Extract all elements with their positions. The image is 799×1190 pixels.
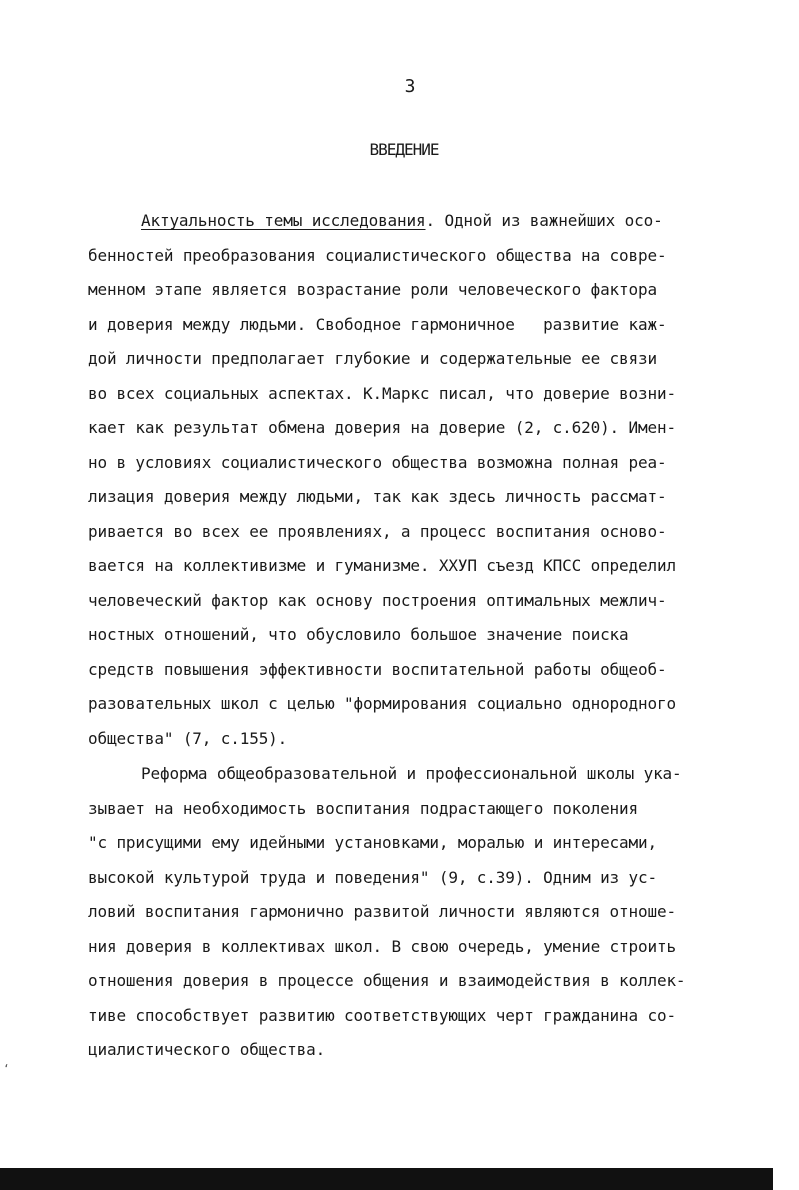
text-line: вается на коллективизме и гуманизме. ХХУП съезд КПСС определил [88, 556, 676, 575]
text-line: бенностей преобразования социалистического общества на совре- [88, 245, 667, 265]
text-line: отношения доверия в процессе общения и взаимодействия в коллек- [88, 971, 686, 990]
page-number: 3 [404, 76, 416, 97]
text-line: общества" (7, с.155). [88, 728, 288, 748]
paragraph-actuality [88, 204, 676, 756]
text-line: лизация доверия между людьми, так как здесь личность рассмат- [88, 487, 667, 506]
text-line: во всех социальных аспектах. К.Маркс писал, что доверие возни- [88, 383, 676, 403]
text-line [88, 204, 676, 239]
text-line: но в условиях социалистического общества возможна полная реа- [88, 452, 667, 472]
text-line: и доверия между людьми. Свободное гармоничное развитие каж- [88, 314, 667, 334]
text-line: ривается во всех ее проявлениях, а процесс воспитания осново- [88, 521, 667, 541]
text-line: разовательных школ с целью "формирования социально однородного [88, 694, 676, 713]
bottom-scan-border [0, 1168, 773, 1190]
text-line: дой личности предполагает глубокие и содержательные ее связи [88, 349, 657, 368]
text-line: Реформа общеобразовательной и профессиональной школы ука- [141, 764, 682, 783]
text-line: тиве способствует развитию соответствующих черт гражданина со- [88, 1005, 676, 1025]
text-line: ловий воспитания гармонично развитой личности являются отноше- [88, 902, 676, 921]
text-line: "с присущими ему идейными установками, моралью и интересами, [88, 833, 657, 852]
underlined-lead: Актуальность темы исследования [141, 211, 426, 230]
text-line: высокой культурой труда и поведения" (9, с.39). Одним из ус- [88, 867, 657, 887]
text-line: ностных отношений, что обусловило большое значение поиска [88, 625, 629, 644]
text-line: менном этапе является возрастание роли человеческого фактора [88, 280, 657, 299]
lead-continuation: . Одной из важнейших осо- [425, 211, 663, 230]
paragraph-reform [88, 757, 685, 1068]
margin-mark: ‘ [3, 1062, 10, 1075]
text-line: человеческий фактор как основу построения оптимальных межлич- [88, 590, 667, 610]
text-line: зывает на необходимость воспитания подрастающего поколения [88, 798, 639, 818]
text-line: средств повышения эффективности воспитательной работы общеоб- [88, 659, 667, 679]
text-line: ния доверия в коллективах школ. В свою очередь, умение строить [88, 936, 676, 956]
text-line: циалистического общества. [88, 1040, 326, 1059]
section-heading: ВВЕДЕНИЕ [369, 140, 439, 159]
text-line: кает как результат обмена доверия на доверие (2, с.620). Имен- [88, 418, 676, 437]
